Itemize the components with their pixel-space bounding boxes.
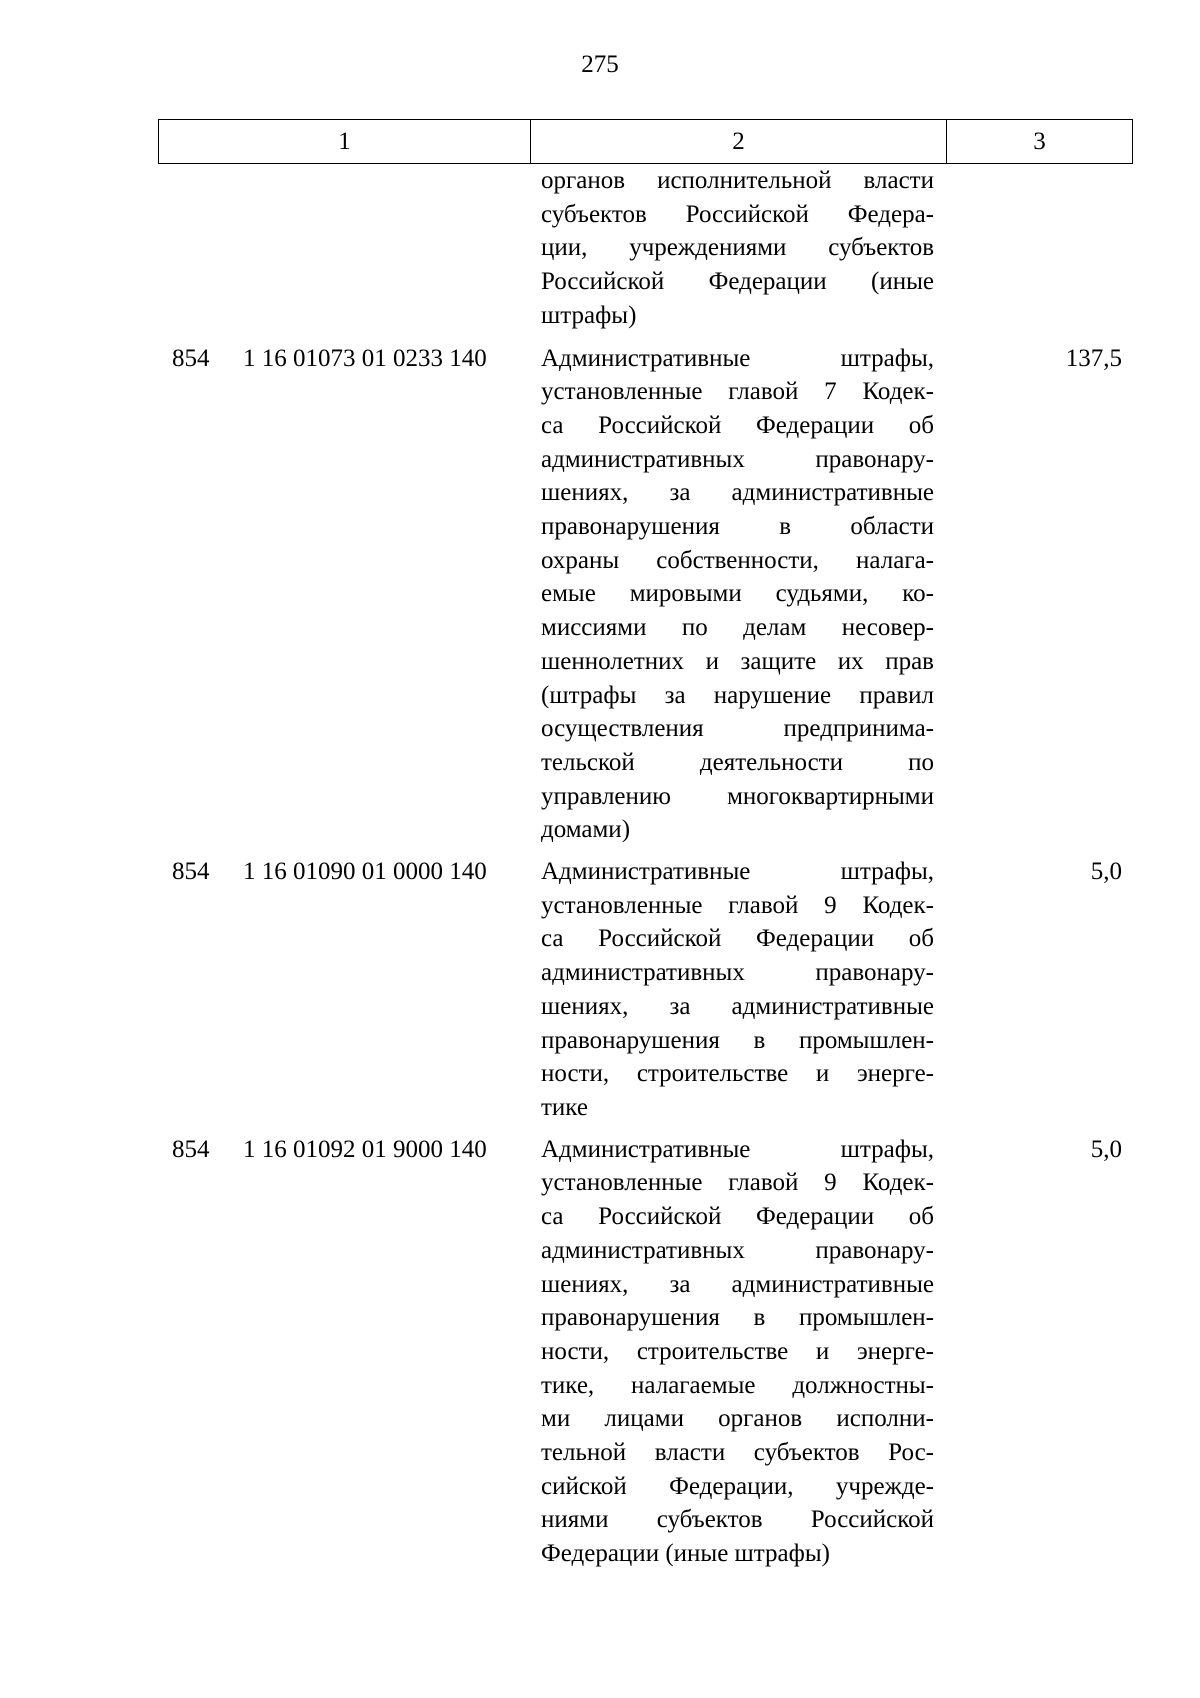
description-line: установленные главой 9 Кодек- [541, 1169, 934, 1197]
description-line: Федерации (иные штрафы) [541, 1540, 830, 1568]
description-line: установленные главой 9 Кодек- [541, 891, 934, 919]
admin-code: 854 [172, 1135, 210, 1163]
description-line: шениях, за административные [541, 992, 934, 1020]
description-line: административных правонару- [541, 445, 934, 473]
amount-value: 137,5 [1065, 344, 1122, 372]
description-line: ции, учреждениями субъектов [541, 234, 934, 262]
description-line: охраны собственности, налага- [541, 546, 934, 574]
description-line: правонарушения в промышлен- [541, 1026, 934, 1054]
description-line: домами) [541, 816, 631, 844]
description-line: субъектов Российской Федера- [541, 200, 934, 228]
description-line: штрафы) [541, 301, 637, 329]
description-line: Российской Федерации (иные [541, 268, 934, 296]
description-line: управлению многоквартирными [541, 782, 934, 810]
amount-value: 5,0 [1090, 858, 1122, 886]
amount-value: 5,0 [1090, 1135, 1122, 1163]
admin-code: 854 [172, 344, 210, 372]
kbk-code: 1 16 01073 01 0233 140 [243, 344, 487, 372]
kbk-code: 1 16 01090 01 0000 140 [243, 858, 487, 886]
table-row [158, 342, 1133, 848]
row-description [541, 164, 934, 333]
description-line: установленные главой 7 Кодек- [541, 378, 934, 406]
description-line: шеннолетних и защите их прав [541, 647, 934, 675]
description-line: Административные штрафы, [541, 1135, 934, 1163]
description-line: административных правонару- [541, 1236, 934, 1264]
table-body [158, 164, 1133, 1579]
table-row-continuation [158, 164, 1133, 333]
description-line: ности, строительстве и энерге- [541, 1060, 934, 1088]
description-line: (штрафы за нарушение правил [541, 681, 934, 709]
table-row [158, 855, 1133, 1125]
description-line: са Российской Федерации об [541, 411, 934, 439]
description-line: ности, строительстве и энерге- [541, 1337, 934, 1365]
row-description [541, 855, 934, 1125]
description-line: тике, налагаемые должностны- [541, 1371, 934, 1399]
description-line: сийской Федерации, учрежде- [541, 1472, 934, 1500]
description-line: емые мировыми судьями, ко- [541, 580, 934, 608]
description-line: тельной власти субъектов Рос- [541, 1439, 934, 1467]
description-line: административных правонару- [541, 959, 934, 987]
description-line: са Российской Федерации об [541, 925, 934, 953]
description-line: са Российской Федерации об [541, 1203, 934, 1231]
header-cell-1: 1 [159, 120, 531, 163]
table-header [158, 119, 1133, 164]
header-cell-3: 3 [1033, 127, 1046, 155]
description-line: Административные штрафы, [541, 858, 934, 886]
description-line: тельской деятельности по [541, 748, 934, 776]
row-description [541, 342, 934, 848]
description-line: осуществления предпринима- [541, 715, 934, 743]
description-line: органов исполнительной власти [541, 167, 934, 194]
table-row [158, 1133, 1133, 1571]
kbk-code: 1 16 01092 01 9000 140 [243, 1135, 487, 1163]
description-line: ниями субъектов Российской [541, 1506, 934, 1534]
row-description [541, 1133, 934, 1571]
description-line: правонарушения в области [541, 513, 934, 541]
description-line: ми лицами органов исполни- [541, 1405, 934, 1433]
description-line: правонарушения в промышлен- [541, 1304, 934, 1332]
description-line: Административные штрафы, [541, 344, 934, 372]
page-number: 275 [581, 51, 619, 78]
header-cell-2: 2 [531, 120, 947, 163]
description-line: шениях, за административные [541, 479, 934, 507]
description-line: шениях, за административные [541, 1270, 934, 1298]
description-line: тике [541, 1093, 588, 1121]
description-line: миссиями по делам несовер- [541, 614, 934, 642]
admin-code: 854 [172, 858, 210, 886]
